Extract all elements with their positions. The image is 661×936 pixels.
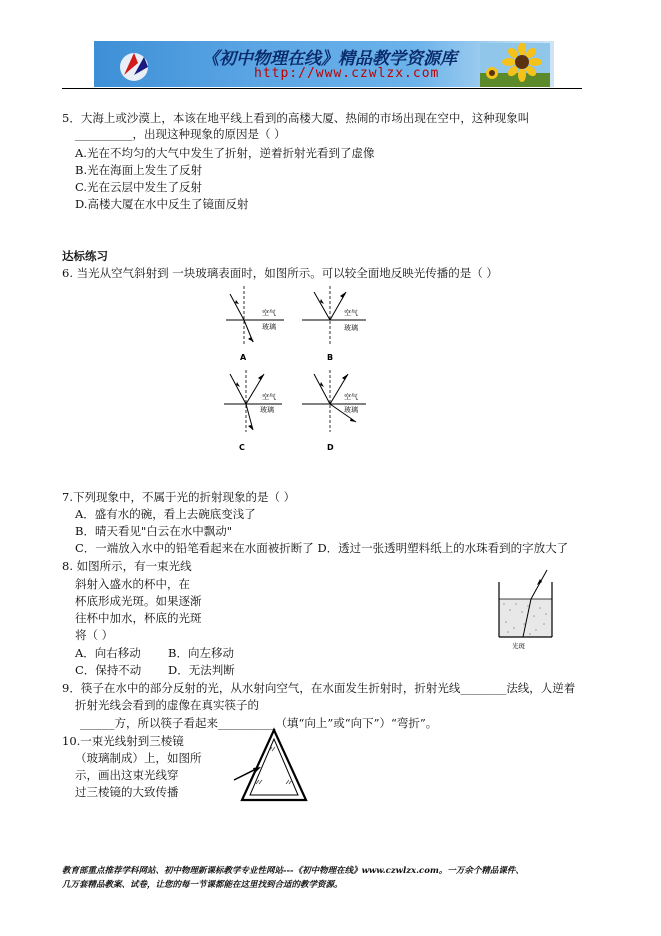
q6-d-air-label: 空气 xyxy=(344,393,358,401)
q10-line3: 示，画出这束光线穿 xyxy=(75,768,179,782)
q7-text: 7.下列现象中，不属于光的折射现象的是（ ） xyxy=(62,490,296,504)
q8-line5: 将（ ） xyxy=(75,628,114,642)
sunflower-icon xyxy=(480,43,550,87)
q8-option-b: B．向左移动 xyxy=(168,646,234,660)
q9-line3: ______方，所以筷子看起来__________（填“向上”或“向下”）“弯折”。 xyxy=(80,716,438,730)
q8-spot-label: 光斑 xyxy=(512,642,525,650)
q6-diagram-a xyxy=(220,284,290,364)
q6-c-glass-label: 玻璃 xyxy=(260,406,274,414)
q9-line2: 折射光线会看到的虚像在真实筷子的 xyxy=(75,698,259,712)
q8-line1: 8. 如图所示，有一束光线 xyxy=(62,559,192,573)
q5-option-d: D.高楼大厦在水中反生了镜面反射 xyxy=(75,197,249,211)
q6-a-air-label: 空气 xyxy=(262,309,276,317)
q6-d-glass-label: 玻璃 xyxy=(344,406,358,414)
q8-option-d: D．无法判断 xyxy=(168,663,235,677)
q10-line2: （玻璃制成）上，如图所 xyxy=(75,751,202,765)
q10-line1: 10.一束光线射到三棱镜 xyxy=(62,734,184,748)
q6-b-glass-label: 玻璃 xyxy=(344,324,358,332)
banner-url[interactable]: http://www.czwlzx.com xyxy=(254,66,440,81)
header-divider xyxy=(62,88,582,89)
q6-a-glass-label: 玻璃 xyxy=(262,323,276,331)
header-banner xyxy=(94,41,554,87)
q7-option-a: A．盛有水的碗，看上去碗底变浅了 xyxy=(75,507,256,521)
q9-line1: 9．筷子在水中的部分反射的光，从水射向空气，在水面发生折射时，折射光线________法线，人逆着 xyxy=(62,681,576,695)
q6-c-air-label: 空气 xyxy=(262,393,276,401)
q8-option-c: C．保持不动 xyxy=(75,663,142,677)
q6-diagram-c xyxy=(220,368,295,454)
footer-line1: 教育部重点推荐学科网站、初中物理新课标教学专业性网站---《初中物理在线》www.czwlzx.com。一万余个精品课件、 xyxy=(62,866,524,876)
q10-line4: 过三棱镜的大致传播 xyxy=(75,785,179,799)
q6-text: 6. 当光从空气斜射到 一块玻璃表面时，如图所示。可以较全面地反映光传播的是（ ） xyxy=(62,266,498,280)
q6-d-letter: D xyxy=(327,443,334,452)
site-logo-icon xyxy=(112,45,164,83)
q6-diagram-b xyxy=(300,284,380,364)
q7-option-b: B．晴天看见"白云在水中飘动" xyxy=(75,524,233,538)
footer-line2: 几万套精品教案、试卷，让您的每一节课都能在这里找到合适的教学资源。 xyxy=(62,880,343,890)
q5-option-a: A.光在不均匀的大气中发生了折射，逆着折射光看到了虚像 xyxy=(75,146,375,160)
section-title: 达标练习 xyxy=(62,249,108,263)
q5-option-b: B.光在海面上发生了反射 xyxy=(75,163,203,177)
q8-cup-figure xyxy=(492,566,564,652)
q8-line4: 往杯中加水，杯底的光斑 xyxy=(75,611,202,625)
q6-c-letter: C xyxy=(239,443,245,452)
q7-option-cd: C．一端放入水中的铅笔看起来在水面被折断了 D．透过一张透明塑料纸上的水珠看到的字放大了 xyxy=(75,541,569,555)
q6-diagram-d xyxy=(300,368,380,454)
banner-title: 《初中物理在线》精品教学资源库 xyxy=(202,49,457,69)
q6-b-air-label: 空气 xyxy=(344,309,358,317)
q6-b-letter: B xyxy=(327,353,334,362)
q8-option-a: A．向右移动 xyxy=(75,646,141,660)
q6-a-letter: A xyxy=(240,353,247,362)
q5-line2: __________，出现这种现象的原因是（ ） xyxy=(75,127,286,141)
q10-prism-figure xyxy=(206,726,316,806)
q8-line2: 斜射入盛水的杯中，在 xyxy=(75,577,190,591)
q5-line1: 5．大海上或沙漠上，本该在地平线上看到的高楼大厦、热闹的市场出现在空中，这种现象叫 xyxy=(62,111,530,125)
q8-line3: 杯底形成光斑。如果逐渐 xyxy=(75,594,202,608)
q5-option-c: C.光在云层中发生了反射 xyxy=(75,180,203,194)
